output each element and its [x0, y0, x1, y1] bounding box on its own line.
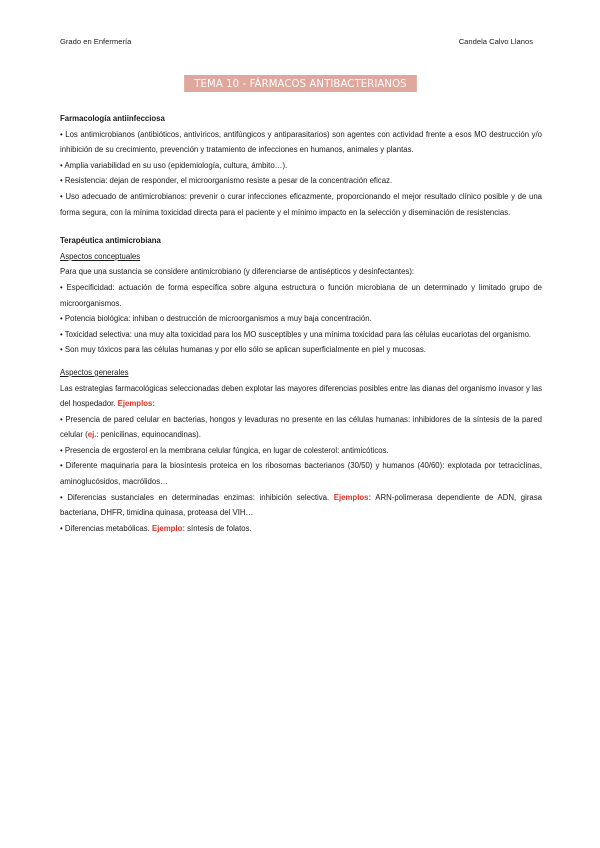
section-heading-terapeutica: Terapéutica antimicrobiana [60, 236, 161, 246]
bullet-pared-text: • Presencia de pared celular en bacterias, hongos y levaduras no presente en las células humanas: inhibidores de la síntesis de la pared celular ( [60, 414, 542, 440]
bullet-uso-adecuado: • Uso adecuado de antimicrobianos: prevenir o curar infecciones eficazmente, proporcionando el mejor resultado clínico posible y de una forma segura, con la mínima toxicidad directa para el paciente y el mínimo impacto en la selección y diseminación de resistencias. [60, 191, 542, 217]
header-course: Grado en Enfermería [60, 37, 132, 46]
bullet-toxicos: • Son muy tóxicos para las células humanas y por ello sólo se aplican superficialmente en piel y mucosas. [60, 345, 426, 355]
highlight-ejemplos: Ejemplos: [117, 399, 155, 409]
highlight-ej: ej. [87, 430, 97, 440]
bullet-resistencia: • Resistencia: dejan de responder, el microorganismo resiste a pesar de la concentración eficaz. [60, 176, 393, 186]
bullet-metabolicas-text: • Diferencias metabólicas. [60, 523, 150, 533]
page-title: TEMA 10 - FÁRMACOS ANTIBACTERIANOS [184, 75, 417, 92]
bullet-enzimas-text-end: ARN-polimerasa dependiente de ADN, girasa bacteriana, DHFR, timidina quinasa, proteasa del VIH… [60, 492, 543, 518]
paragraph-intro-generales [60, 381, 542, 412]
section-heading-farmacologia: Farmacología antiinfecciosa [60, 114, 165, 123]
bullet-toxicidad: • Toxicidad selectiva: una muy alta toxicidad para los MO susceptibles y una mínima toxicidad para las células eucariotas del organismo. [60, 329, 532, 339]
bullet-metabolicas-text-end: síntesis de folatos. [187, 523, 252, 533]
subheading-generales: Aspectos generales [60, 367, 129, 377]
highlight-ejemplo: Ejemplo: [152, 523, 185, 533]
bullet-maquinaria: • Diferente maquinaria para la biosíntesis proteica en los ribosomas bacterianos (30/50) y humanos (40/60): explotada por tetraciclinas, aminoglucósidos, macrólidos… [60, 461, 542, 487]
bullet-especificidad: • Especificidad: actuación de forma específica sobre alguna estructura o función microbiana de un determinado y limitado grupo de microorganismos. [60, 282, 542, 308]
paragraph-intro-conceptuales: Para que una sustancia se considere antimicrobiano (y diferenciarse de antisépticos y desinfectantes): [60, 267, 415, 277]
bullet-ergosterol: • Presencia de ergosterol en la membrana celular fúngica, en lugar de colesterol: antimicóticos. [60, 445, 389, 455]
bullet-enzimas [60, 490, 542, 521]
bullet-variabilidad: • Amplia variabilidad en su uso (epidemiología, cultura, ámbito…). [60, 160, 288, 170]
bullet-antimicrobianos: • Los antimicrobianos (antibióticos, antivíricos, antifúngicos y antiparasitarios) son agentes con actividad frente a esos MO destrucción y/o inhibición de su crecimiento, prevención y tratamiento de infecciones en humanos, animales y plantas. [60, 129, 542, 155]
bullet-pared-celular [60, 412, 542, 443]
highlight-ejemplos-enzimas: Ejemplos: [333, 492, 372, 502]
bullet-potencia: • Potencia biológica: inhiban o destrucción de microorganismos a muy baja concentración. [60, 314, 372, 324]
intro-text: Las estrategias farmacológicas seleccionadas deben explotar las mayores diferencias posibles entre las dianas del organismo invasor y las del hospedador. [60, 383, 542, 409]
title-banner [0, 74, 600, 92]
content-body [60, 111, 542, 536]
bullet-metabolicas [60, 521, 542, 537]
bullet-pared-text-end: : penicilinas, equinocandinas). [96, 430, 201, 440]
bullet-enzimas-text: • Diferencias sustanciales en determinadas enzimas: inhibición selectiva. [60, 492, 330, 502]
subheading-conceptuales: Aspectos conceptuales [60, 251, 141, 261]
header-author: Candela Calvo Llanos [458, 37, 533, 46]
